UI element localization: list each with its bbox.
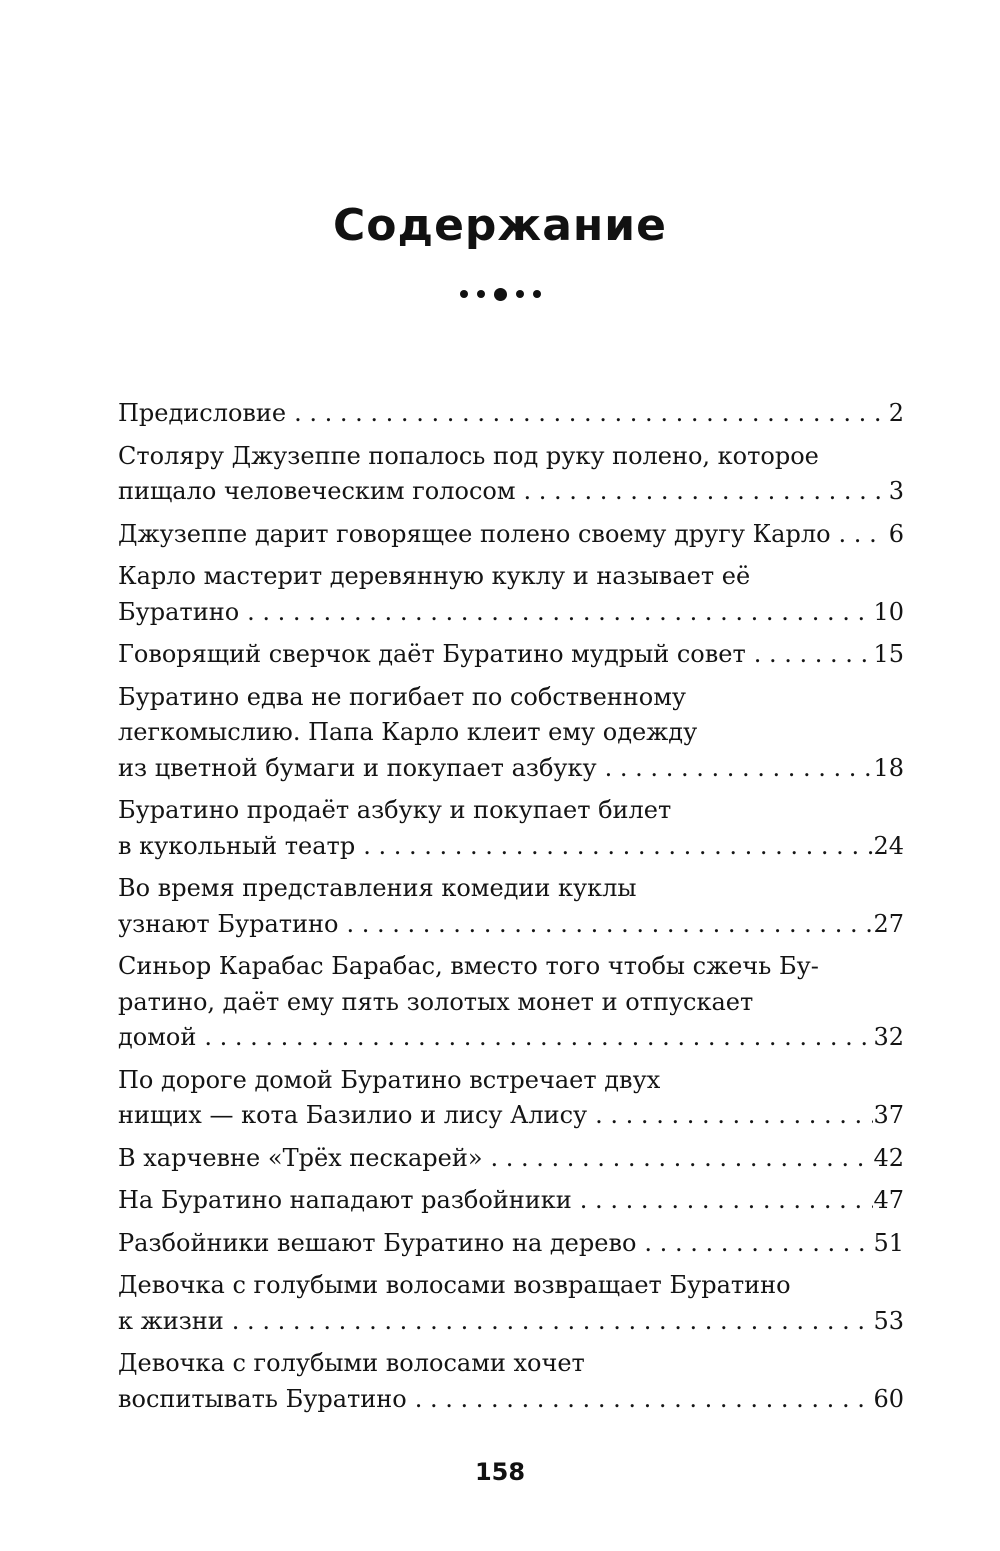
- toc-entry-page-number: 53: [873, 1306, 904, 1335]
- ornament-dot: [460, 290, 468, 298]
- toc-entry-final-line: [118, 1382, 904, 1418]
- dot-leader: [407, 1382, 874, 1418]
- dot-leader: [483, 1141, 874, 1177]
- toc-entry-page-number: 32: [873, 1023, 904, 1051]
- toc-entry-page-number: 42: [873, 1143, 904, 1172]
- toc-entry-page-number: 27: [873, 909, 904, 938]
- toc-entry-page-number: 18: [873, 753, 904, 782]
- toc-entry[interactable]: [118, 559, 904, 630]
- toc-entry-title-line: Говорящий сверчок даёт Буратино мудрый совет: [118, 640, 746, 668]
- toc-entry[interactable]: [118, 439, 904, 510]
- toc-entry-page-number: 10: [873, 597, 904, 626]
- toc-entry-title-line: ратино, даёт ему пять золотых монет и отпускает: [118, 987, 754, 1016]
- toc-entry-final-line: [118, 1020, 904, 1056]
- dot-leader: [636, 1226, 873, 1262]
- toc-entry-title-line: Карло мастерит деревянную куклу и называет её: [118, 562, 751, 590]
- toc-entry-page-number: 2: [888, 399, 904, 427]
- toc-entry-title-line: Буратино продаёт азбуку и покупает билет: [118, 796, 672, 824]
- toc-entry[interactable]: [118, 1346, 904, 1417]
- toc-entry-title-line: пищало человеческим голосом: [118, 477, 516, 505]
- toc-entry-title-line: домой: [118, 1023, 197, 1051]
- page-number: 158: [474, 1458, 526, 1486]
- ornament-dot: [516, 290, 524, 298]
- toc-entry-title-line: в кукольный театр: [118, 831, 356, 860]
- title-ornament: [0, 284, 1000, 304]
- toc-entry[interactable]: [118, 517, 904, 553]
- toc-entry[interactable]: [118, 949, 904, 1056]
- dot-leader: [597, 751, 874, 787]
- toc-entry-title-line: Девочка с голубыми волосами хочет: [118, 1349, 585, 1377]
- toc-entry-final-line: [118, 595, 904, 631]
- dot-leader: [286, 396, 882, 432]
- toc-entry[interactable]: [118, 1063, 904, 1134]
- ornament-dot-center: [494, 288, 507, 301]
- toc-entry-final-line: [118, 1141, 904, 1177]
- toc-entry-title-line: По дороге домой Буратино встречает двух: [118, 1065, 661, 1094]
- dot-leader: [224, 1304, 874, 1340]
- toc-entry-title-line: Столяру Джузеппе попалось под руку полено, которое: [118, 441, 819, 470]
- ornament-dot: [477, 290, 485, 298]
- toc-entry-final-line: [118, 396, 904, 432]
- toc-entry-final-line: [118, 1226, 904, 1262]
- toc-entry-page-number: 15: [873, 640, 904, 668]
- toc-entry-title-line: Во время представления комедии куклы: [118, 874, 637, 902]
- page-title: Содержание: [333, 200, 667, 251]
- toc-entry[interactable]: [118, 1226, 904, 1262]
- dot-leader: [196, 1020, 873, 1056]
- table-of-contents: [118, 396, 904, 1424]
- toc-entry-title-line: воспитывать Буратино: [118, 1384, 407, 1413]
- toc-entry-title-line: Буратино: [118, 597, 240, 626]
- toc-entry-final-line: [118, 1304, 904, 1340]
- toc-entry-final-line: [118, 829, 904, 865]
- toc-entry-title-line: Буратино едва не погибает по собственному: [118, 682, 686, 711]
- dot-leader: [516, 474, 883, 510]
- toc-entry-title-line: нищих — кота Базилио и лису Алису: [118, 1101, 588, 1129]
- toc-entry-title-line: к жизни: [118, 1306, 224, 1335]
- dot-leader: [746, 637, 874, 673]
- toc-entry[interactable]: [118, 871, 904, 942]
- toc-entry-page-number: 60: [873, 1384, 904, 1413]
- toc-entry-page-number: 24: [873, 831, 904, 860]
- dot-leader: [355, 829, 873, 865]
- toc-entry-title-line: Девочка с голубыми волосами возвращает Буратино: [118, 1271, 791, 1299]
- dot-leader: [239, 595, 873, 631]
- toc-entry[interactable]: [118, 1268, 904, 1339]
- dot-leader: [587, 1098, 873, 1134]
- toc-entry[interactable]: [118, 396, 904, 432]
- toc-entry-page-number: 47: [873, 1186, 904, 1214]
- toc-entry[interactable]: [118, 637, 904, 673]
- toc-entry-title-line: Разбойники вешают Буратино на дерево: [118, 1228, 637, 1257]
- toc-entry[interactable]: [118, 680, 904, 787]
- dot-leader: [572, 1183, 874, 1219]
- toc-entry-page-number: 51: [873, 1228, 904, 1257]
- toc-entry-title-line: Джузеппе дарит говорящее полено своему другу Карло: [118, 519, 831, 548]
- toc-entry-final-line: [118, 751, 904, 787]
- toc-entry-final-line: [118, 1098, 904, 1134]
- toc-entry-final-line: [118, 474, 904, 510]
- toc-entry-title-line: Предисловие: [118, 399, 287, 427]
- dot-leader: [831, 517, 882, 553]
- toc-entry-page-number: 3: [888, 477, 904, 505]
- toc-entry-title-line: На Буратино нападают разбойники: [118, 1186, 572, 1214]
- toc-entry-final-line: [118, 637, 904, 673]
- toc-entry-final-line: [118, 907, 904, 943]
- toc-entry-page-number: 37: [873, 1101, 904, 1129]
- ornament-dot: [533, 290, 541, 298]
- toc-entry-title-line: легкомыслию. Папа Карло клеит ему одежду: [118, 718, 698, 746]
- toc-entry-title-line: узнают Буратино: [118, 909, 339, 938]
- toc-entry-title-line: Синьор Карабас Барабас, вместо того чтобы сжечь Бу-: [118, 952, 819, 980]
- toc-entry-page-number: 6: [888, 519, 904, 548]
- toc-entry-title-line: из цветной бумаги и покупает азбуку: [118, 753, 597, 782]
- toc-entry[interactable]: [118, 1141, 904, 1177]
- dot-leader: [338, 907, 873, 943]
- toc-entry[interactable]: [118, 793, 904, 864]
- toc-entry-final-line: [118, 1183, 904, 1219]
- toc-entry[interactable]: [118, 1183, 904, 1219]
- toc-entry-title-line: В харчевне «Трёх пескарей»: [118, 1143, 483, 1172]
- toc-entry-final-line: [118, 517, 904, 553]
